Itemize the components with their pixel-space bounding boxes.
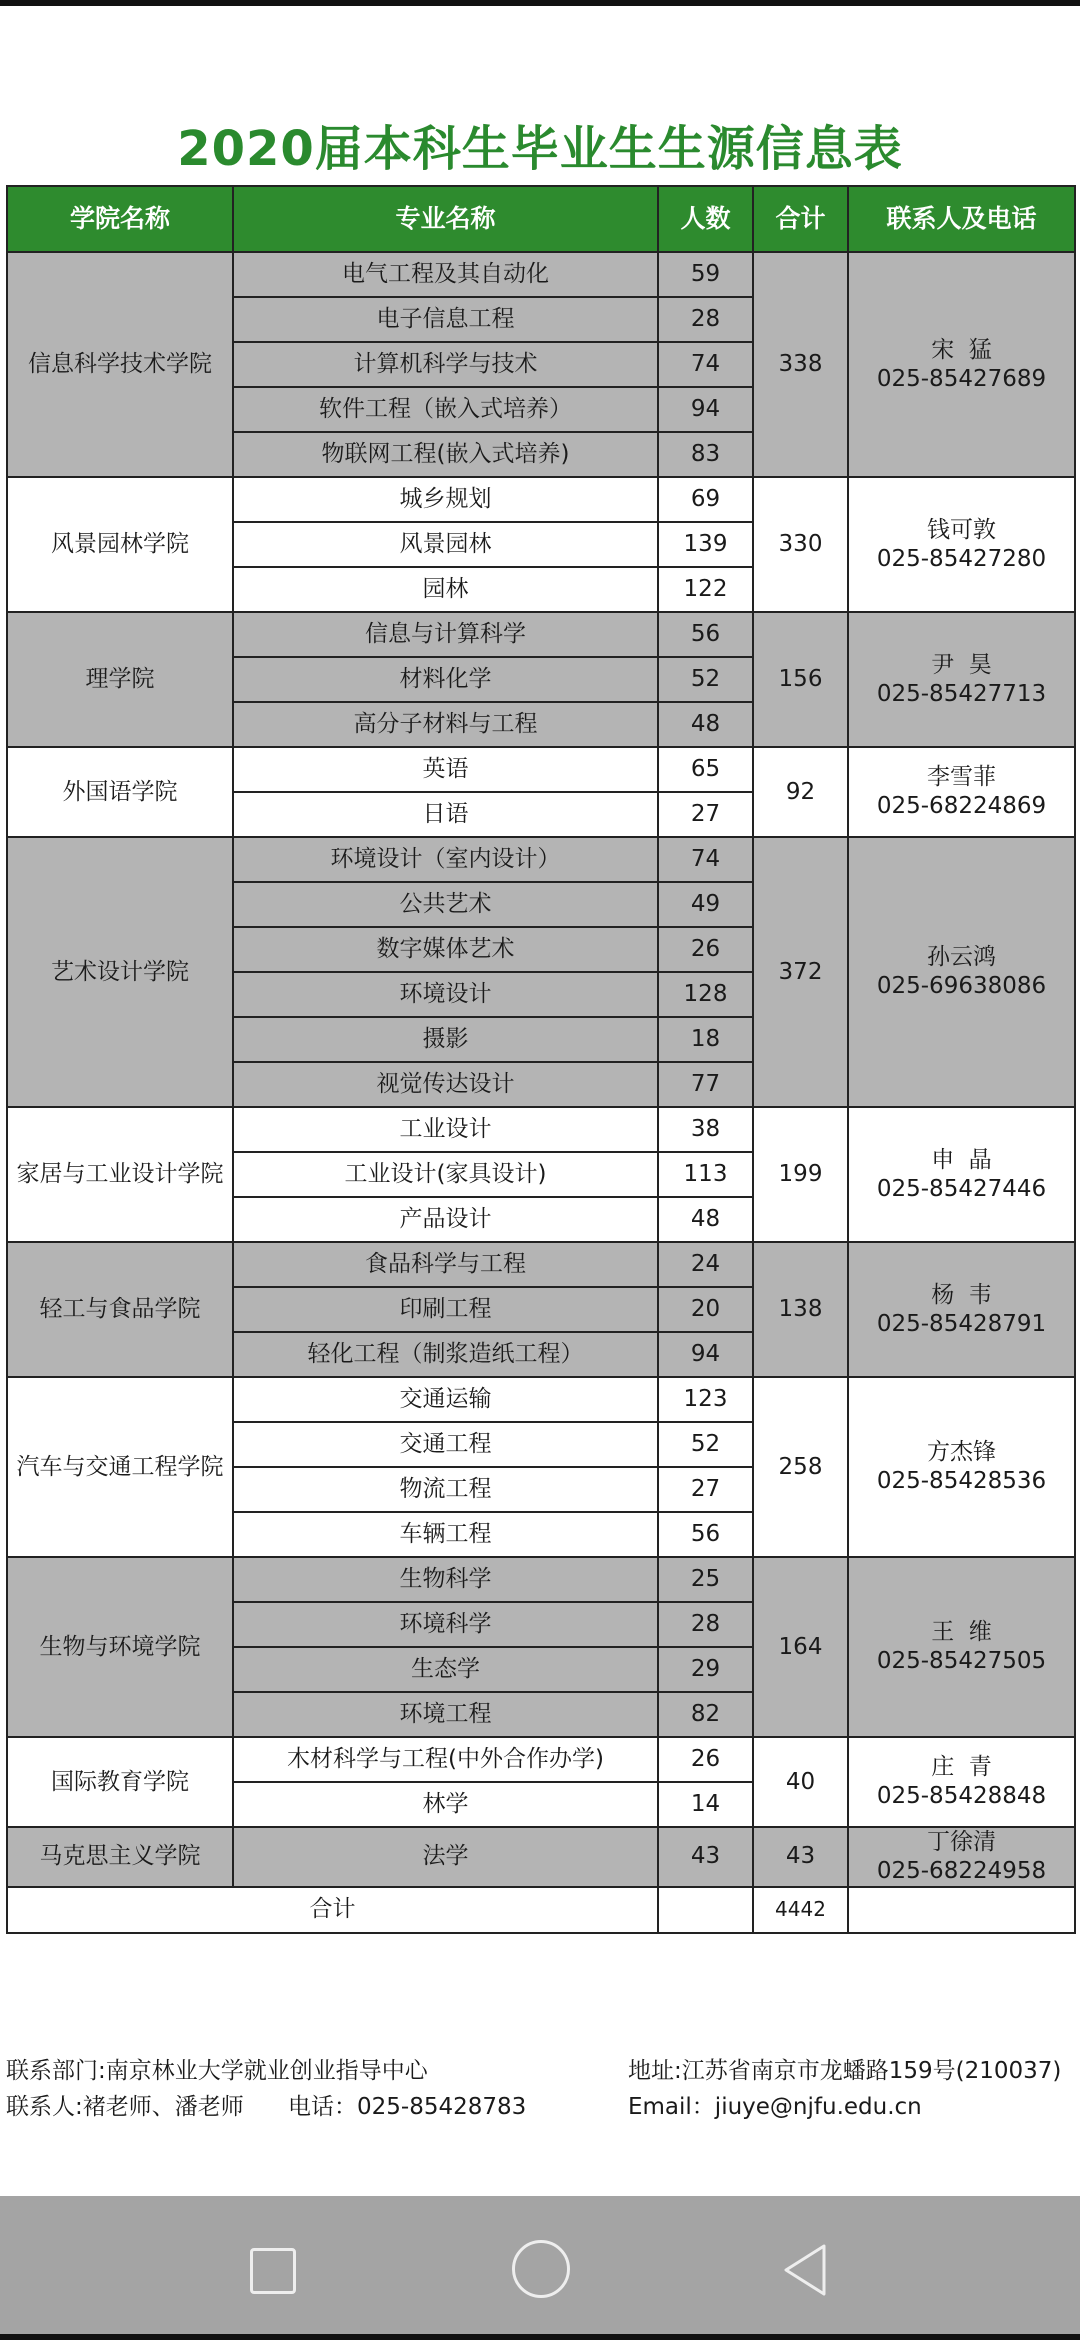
table-row	[7, 1827, 1075, 1887]
footer-person: 联系人:褚老师、潘老师	[6, 2094, 244, 2120]
table-row	[7, 252, 1075, 297]
major-name: 摄影	[233, 1017, 658, 1062]
table-row	[7, 1107, 1075, 1152]
college-name: 国际教育学院	[7, 1737, 233, 1827]
contact-phone: 025-85428536	[876, 1468, 1047, 1494]
header-subtotal: 合计	[753, 186, 848, 252]
triangle-back-icon[interactable]	[780, 2242, 830, 2302]
table-row	[7, 612, 1075, 657]
major-name: 风景园林	[233, 522, 658, 567]
contact-name: 申 晶	[931, 1146, 992, 1173]
college-subtotal: 164	[753, 1557, 848, 1737]
major-name: 产品设计	[233, 1197, 658, 1242]
major-name: 信息与计算科学	[233, 612, 658, 657]
footer-email: Email：jiuye@njfu.edu.cn	[628, 2094, 922, 2120]
major-count: 48	[658, 702, 753, 747]
major-name: 林学	[233, 1782, 658, 1827]
college-name: 轻工与食品学院	[7, 1242, 233, 1377]
college-subtotal: 92	[753, 747, 848, 837]
table-row	[7, 1557, 1075, 1602]
college-name: 汽车与交通工程学院	[7, 1377, 233, 1557]
table-row	[7, 1377, 1075, 1422]
major-name: 物流工程	[233, 1467, 658, 1512]
major-count: 74	[658, 342, 753, 387]
major-count: 27	[658, 792, 753, 837]
major-name: 生态学	[233, 1647, 658, 1692]
table-row	[7, 1737, 1075, 1782]
footer-address: 地址:江苏省南京市龙蟠路159号(210037)	[628, 2058, 1062, 2084]
table-body	[7, 252, 1075, 1887]
college-contact	[848, 1737, 1075, 1827]
contact-phone: 025-85428791	[876, 1310, 1047, 1337]
major-count: 59	[658, 252, 753, 297]
college-name: 家居与工业设计学院	[7, 1107, 233, 1242]
major-count: 82	[658, 1692, 753, 1737]
college-name: 理学院	[7, 612, 233, 747]
college-subtotal: 156	[753, 612, 848, 747]
major-name: 物联网工程(嵌入式培养)	[233, 432, 658, 477]
major-count: 18	[658, 1017, 753, 1062]
page-title: 2020届本科生毕业生生源信息表	[177, 121, 903, 177]
major-name: 印刷工程	[233, 1287, 658, 1332]
major-count: 24	[658, 1242, 753, 1287]
major-count: 26	[658, 927, 753, 972]
major-count: 28	[658, 1602, 753, 1647]
major-count: 74	[658, 837, 753, 882]
footer-dept: 联系部门:南京林业大学就业创业指导中心	[6, 2058, 428, 2084]
contact-phone: 025-85427713	[876, 680, 1047, 707]
major-name: 食品科学与工程	[233, 1242, 658, 1287]
major-name: 日语	[233, 792, 658, 837]
major-count: 94	[658, 1332, 753, 1377]
major-name: 交通运输	[233, 1377, 658, 1422]
major-count: 38	[658, 1107, 753, 1152]
contact-name: 方杰锋	[927, 1439, 996, 1466]
major-count: 83	[658, 432, 753, 477]
college-subtotal: 199	[753, 1107, 848, 1242]
status-strip	[0, 0, 1080, 6]
major-count: 52	[658, 657, 753, 702]
total-value: 4442	[753, 1887, 848, 1933]
college-contact	[848, 747, 1075, 837]
college-subtotal: 138	[753, 1242, 848, 1377]
table-header-row	[7, 186, 1075, 252]
major-name: 英语	[233, 747, 658, 792]
contact-name: 尹 昊	[931, 651, 992, 678]
total-label: 合计	[7, 1887, 658, 1933]
major-count: 14	[658, 1782, 753, 1827]
major-name: 工业设计(家具设计)	[233, 1152, 658, 1197]
college-subtotal: 40	[753, 1737, 848, 1827]
major-name: 高分子材料与工程	[233, 702, 658, 747]
contact-phone: 025-85428848	[876, 1783, 1047, 1809]
college-name: 风景园林学院	[7, 477, 233, 612]
college-contact	[848, 252, 1075, 477]
square-icon[interactable]	[250, 2248, 296, 2294]
college-contact	[848, 1827, 1075, 1887]
major-name: 交通工程	[233, 1422, 658, 1467]
total-count-empty	[658, 1887, 753, 1933]
college-contact	[848, 1557, 1075, 1737]
major-count: 27	[658, 1467, 753, 1512]
contact-name: 李雪菲	[927, 764, 996, 791]
table-row	[7, 477, 1075, 522]
major-name: 木材科学与工程(中外合作办学)	[233, 1737, 658, 1782]
table-row	[7, 837, 1075, 882]
major-count: 139	[658, 522, 753, 567]
major-name: 法学	[233, 1827, 658, 1887]
major-name: 环境设计（室内设计）	[233, 837, 658, 882]
college-subtotal: 330	[753, 477, 848, 612]
college-subtotal: 258	[753, 1377, 848, 1557]
total-contact-empty	[848, 1887, 1075, 1933]
major-count: 123	[658, 1377, 753, 1422]
college-name: 生物与环境学院	[7, 1557, 233, 1737]
major-count: 69	[658, 477, 753, 522]
major-count: 65	[658, 747, 753, 792]
major-name: 电气工程及其自动化	[233, 252, 658, 297]
contact-phone: 025-85427505	[876, 1648, 1047, 1674]
major-name: 视觉传达设计	[233, 1062, 658, 1107]
major-count: 26	[658, 1737, 753, 1782]
college-subtotal: 43	[753, 1827, 848, 1887]
header-count: 人数	[658, 186, 753, 252]
college-contact	[848, 1242, 1075, 1377]
major-count: 28	[658, 297, 753, 342]
major-count: 77	[658, 1062, 753, 1107]
table-row	[7, 747, 1075, 792]
major-count: 43	[658, 1827, 753, 1887]
major-count: 29	[658, 1647, 753, 1692]
college-contact	[848, 1377, 1075, 1557]
major-name: 软件工程（嵌入式培养）	[233, 387, 658, 432]
circle-icon[interactable]	[512, 2240, 570, 2298]
major-count: 25	[658, 1557, 753, 1602]
major-name: 环境科学	[233, 1602, 658, 1647]
contact-phone: 025-85427280	[876, 545, 1047, 572]
major-count: 113	[658, 1152, 753, 1197]
graduate-table	[6, 185, 1076, 1934]
college-subtotal: 338	[753, 252, 848, 477]
contact-phone: 025-85427446	[876, 1175, 1047, 1202]
contact-name: 钱可敦	[927, 516, 996, 543]
major-name: 材料化学	[233, 657, 658, 702]
college-name: 马克思主义学院	[7, 1827, 233, 1887]
table-row	[7, 1242, 1075, 1287]
major-name: 环境设计	[233, 972, 658, 1017]
college-name: 信息科学技术学院	[7, 252, 233, 477]
college-subtotal: 372	[753, 837, 848, 1107]
major-count: 48	[658, 1197, 753, 1242]
total-row	[7, 1887, 1075, 1933]
major-name: 车辆工程	[233, 1512, 658, 1557]
contact-phone: 025-68224958	[876, 1857, 1047, 1884]
major-count: 94	[658, 387, 753, 432]
major-name: 电子信息工程	[233, 297, 658, 342]
college-contact	[848, 477, 1075, 612]
major-count: 56	[658, 612, 753, 657]
contact-phone: 025-68224869	[876, 793, 1047, 819]
major-count: 128	[658, 972, 753, 1017]
major-count: 56	[658, 1512, 753, 1557]
major-name: 工业设计	[233, 1107, 658, 1152]
major-name: 生物科学	[233, 1557, 658, 1602]
major-count: 49	[658, 882, 753, 927]
college-contact	[848, 1107, 1075, 1242]
major-count: 20	[658, 1287, 753, 1332]
major-name: 公共艺术	[233, 882, 658, 927]
major-name: 数字媒体艺术	[233, 927, 658, 972]
header-major: 专业名称	[233, 186, 658, 252]
major-name: 计算机科学与技术	[233, 342, 658, 387]
college-name: 外国语学院	[7, 747, 233, 837]
contact-name: 庄 青	[931, 1754, 992, 1781]
major-count: 52	[658, 1422, 753, 1467]
bottom-strip	[0, 2334, 1080, 2340]
college-contact	[848, 612, 1075, 747]
contact-name: 王 维	[931, 1619, 992, 1646]
footer-info	[6, 2052, 1074, 2124]
major-name: 轻化工程（制浆造纸工程）	[233, 1332, 658, 1377]
header-contact: 联系人及电话	[848, 186, 1075, 252]
contact-name: 杨 韦	[931, 1281, 992, 1308]
contact-name: 丁徐清	[927, 1829, 996, 1855]
major-name: 城乡规划	[233, 477, 658, 522]
footer-phone: 电话：025-85428783	[288, 2094, 527, 2120]
header-college: 学院名称	[7, 186, 233, 252]
navigation-bar	[0, 2196, 1080, 2340]
college-contact	[848, 837, 1075, 1107]
contact-name: 宋 猛	[931, 336, 992, 363]
major-count: 122	[658, 567, 753, 612]
contact-name: 孙云鸿	[927, 944, 996, 971]
major-name: 环境工程	[233, 1692, 658, 1737]
major-name: 园林	[233, 567, 658, 612]
college-name: 艺术设计学院	[7, 837, 233, 1107]
contact-phone: 025-85427689	[876, 365, 1047, 392]
contact-phone: 025-69638086	[876, 973, 1047, 999]
